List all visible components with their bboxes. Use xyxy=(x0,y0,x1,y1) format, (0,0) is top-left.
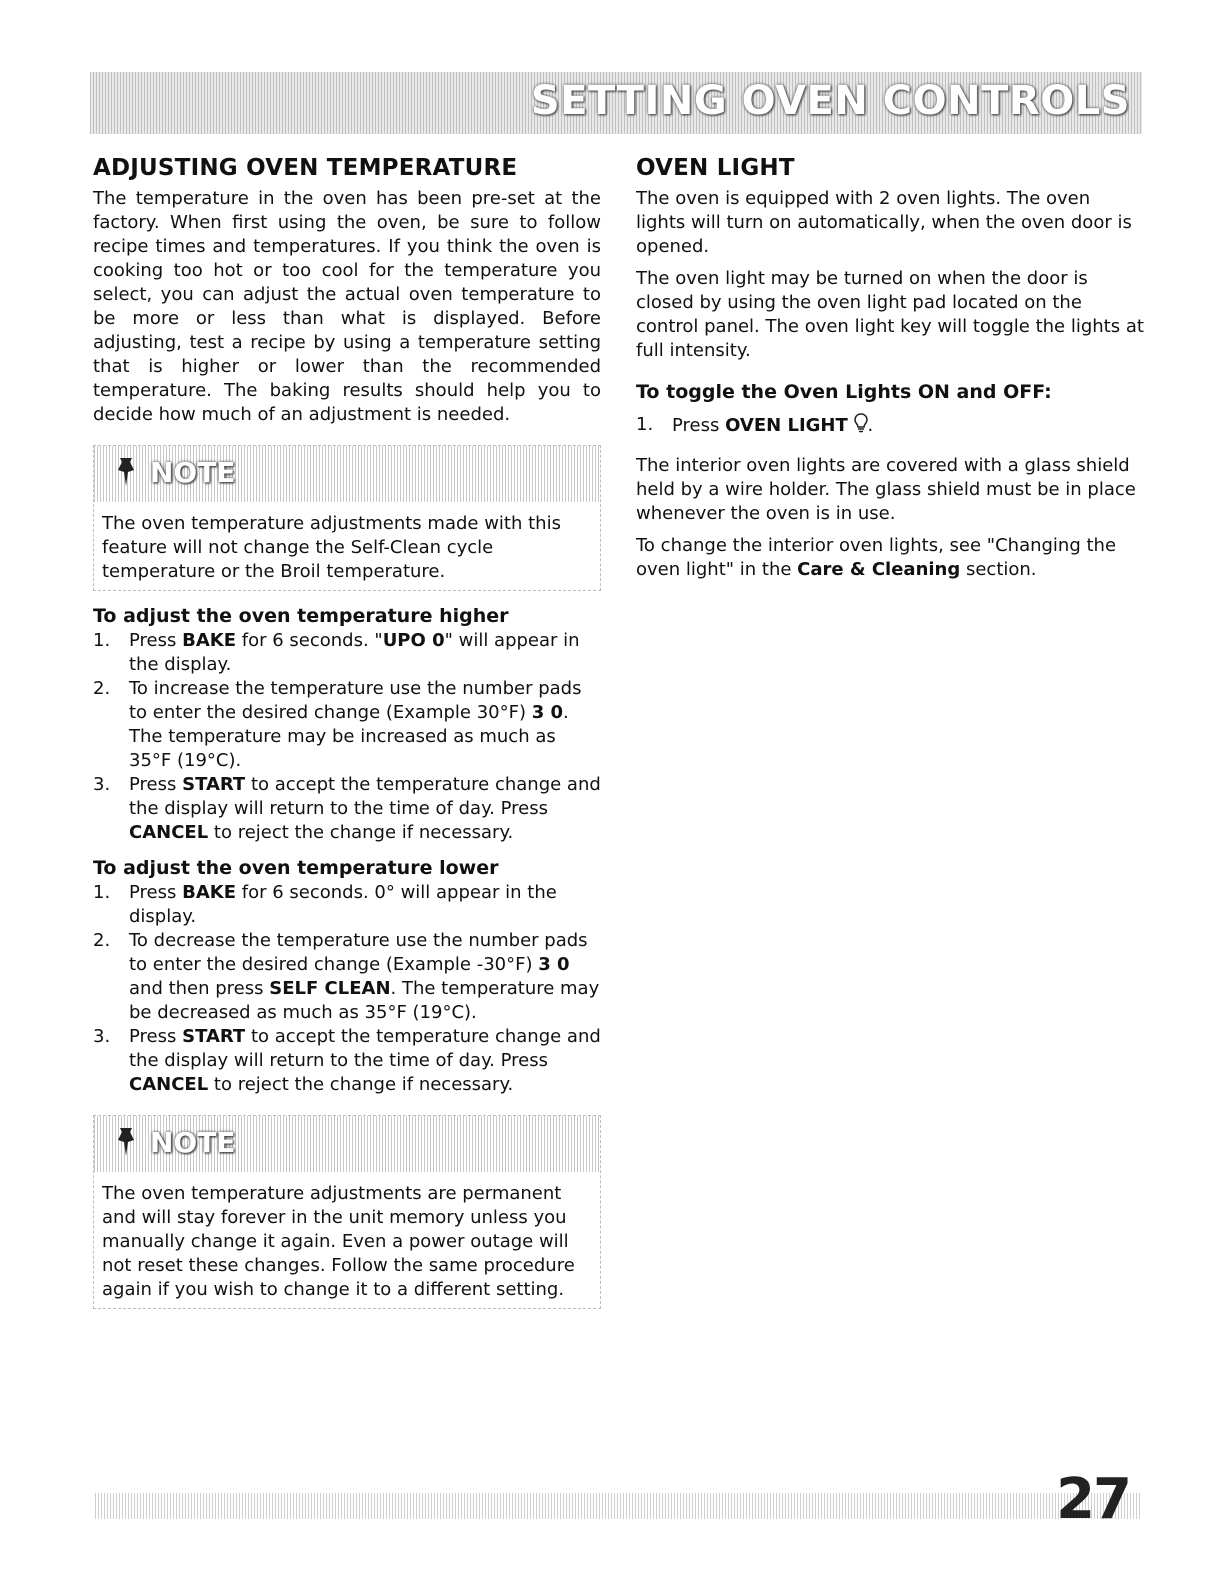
step-number: 1. xyxy=(93,882,111,903)
step-text: for 6 seconds. " xyxy=(236,630,383,651)
step-text: and then press xyxy=(129,978,270,999)
steps-higher xyxy=(93,629,601,845)
subheading-lower: To adjust the oven temperature lower xyxy=(93,857,499,879)
paragraph-text: To change the interior oven lights, see "Changing the oven light" in the xyxy=(636,535,1117,580)
key-name: 3 0 xyxy=(531,702,564,723)
step-text: . The temperature may be decreased as much as 35°F (19°C). xyxy=(129,978,600,1023)
subheading-higher: To adjust the oven temperature higher xyxy=(93,605,509,627)
section-heading-temperature: ADJUSTING OVEN TEMPERATURE xyxy=(93,155,518,181)
paragraph: The oven is equipped with 2 oven lights. The oven lights will turn on automatically, when the oven door is opened. xyxy=(636,188,1132,257)
paragraph: The interior oven lights are covered with a glass shield held by a wire holder. The glass shield must be in place whenever the oven is in use. xyxy=(636,455,1136,524)
step-text: Press xyxy=(129,630,183,651)
step-text: Press xyxy=(129,882,183,903)
note-text: The oven temperature adjustments made with this feature will not change the Self-Clean cycle temperature or the Broil temperature. xyxy=(102,513,561,582)
note-box-1 xyxy=(93,445,601,591)
note-title: NOTE xyxy=(150,1126,236,1159)
step-number: 3. xyxy=(93,774,111,795)
step-text: to reject the change if necessary. xyxy=(208,822,514,843)
list-item xyxy=(93,929,601,1025)
step-number: 2. xyxy=(93,678,111,699)
light-bulb-icon xyxy=(854,413,868,433)
steps-lower xyxy=(93,881,601,1097)
note-box-2 xyxy=(93,1115,601,1309)
list-item xyxy=(636,413,1144,438)
step-text: to reject the change if necessary. xyxy=(208,1074,514,1095)
list-item xyxy=(93,881,601,929)
step-number: 1. xyxy=(93,630,111,651)
steps-toggle xyxy=(636,413,1144,438)
page-number: 27 xyxy=(1056,1467,1130,1532)
paragraph-text: section. xyxy=(960,559,1037,580)
key-name: SELF CLEAN xyxy=(269,978,391,999)
step-text: To decrease the temperature use the number pads to enter the desired change (Example -30°F) xyxy=(129,930,588,975)
left-column xyxy=(93,155,601,1323)
intro-paragraph: The temperature in the oven has been pre-set at the factory. When first using the oven, be sure to follow recipe times and temperatures. If you think the oven is cooking too hot or too cool for the temperature you select, you can adjust the actual oven temperature to be more or less than what is displayed. Before adjusting, test a recipe by using a temperature setting that is higher or lower than the recommended temperature. The baking results should help you to decide how much of an adjustment is needed. xyxy=(93,188,601,425)
step-text: To increase the temperature use the number pads to enter the desired change (Example 30°F) xyxy=(129,678,582,723)
step-text: for 6 seconds. 0° will appear in the display. xyxy=(129,882,557,927)
key-name: CANCEL xyxy=(129,1074,209,1095)
key-name: BAKE xyxy=(182,882,237,903)
step-number: 3. xyxy=(93,1026,111,1047)
page-title: SETTING OVEN CONTROLS xyxy=(530,78,1130,124)
note-header xyxy=(94,446,600,502)
note-title: NOTE xyxy=(150,456,236,489)
paragraph xyxy=(636,534,1144,582)
list-item xyxy=(93,1025,601,1097)
key-name: CANCEL xyxy=(129,822,209,843)
key-name: START xyxy=(182,774,246,795)
header-band xyxy=(90,72,1142,134)
note-header xyxy=(94,1116,600,1172)
footer-band xyxy=(95,1467,1140,1532)
list-item xyxy=(93,773,601,845)
key-name: BAKE xyxy=(182,630,237,651)
key-name: 3 0 xyxy=(538,954,570,975)
step-text: Press xyxy=(129,774,183,795)
step-text: " will appear in the display. xyxy=(129,630,580,675)
list-item xyxy=(93,629,601,677)
key-name: START xyxy=(182,1026,246,1047)
paragraph: The oven light may be turned on when the door is closed by using the oven light pad located on the control panel. The oven light key will toggle the lights at full intensity. xyxy=(636,268,1144,361)
key-name: OVEN LIGHT xyxy=(725,415,848,436)
list-item xyxy=(93,677,601,773)
step-number: 2. xyxy=(93,930,111,951)
step-text: . The temperature may be increased as much as 35°F (19°C). xyxy=(129,702,569,771)
step-text: Press xyxy=(672,415,726,436)
step-number: 1. xyxy=(636,414,654,435)
note-text: The oven temperature adjustments are permanent and will stay forever in the unit memory unless you manually change it again. Even a power outage will not reset these changes. Follow the same procedure again if you wish to change it to a different setting. xyxy=(102,1183,575,1300)
right-column xyxy=(636,155,1144,590)
pushpin-icon xyxy=(116,1126,138,1160)
section-heading-oven-light: OVEN LIGHT xyxy=(636,155,795,181)
subheading-toggle: To toggle the Oven Lights ON and OFF: xyxy=(636,381,1052,403)
pushpin-icon xyxy=(116,456,138,490)
step-text: to accept the temperature change and the display will return to the time of day. Press xyxy=(129,774,601,819)
section-reference: Care & Cleaning xyxy=(797,559,961,580)
step-text: to accept the temperature change and the display will return to the time of day. Press xyxy=(129,1026,601,1071)
step-text: . xyxy=(867,415,874,436)
display-code: UPO 0 xyxy=(382,630,445,651)
step-text: Press xyxy=(129,1026,183,1047)
